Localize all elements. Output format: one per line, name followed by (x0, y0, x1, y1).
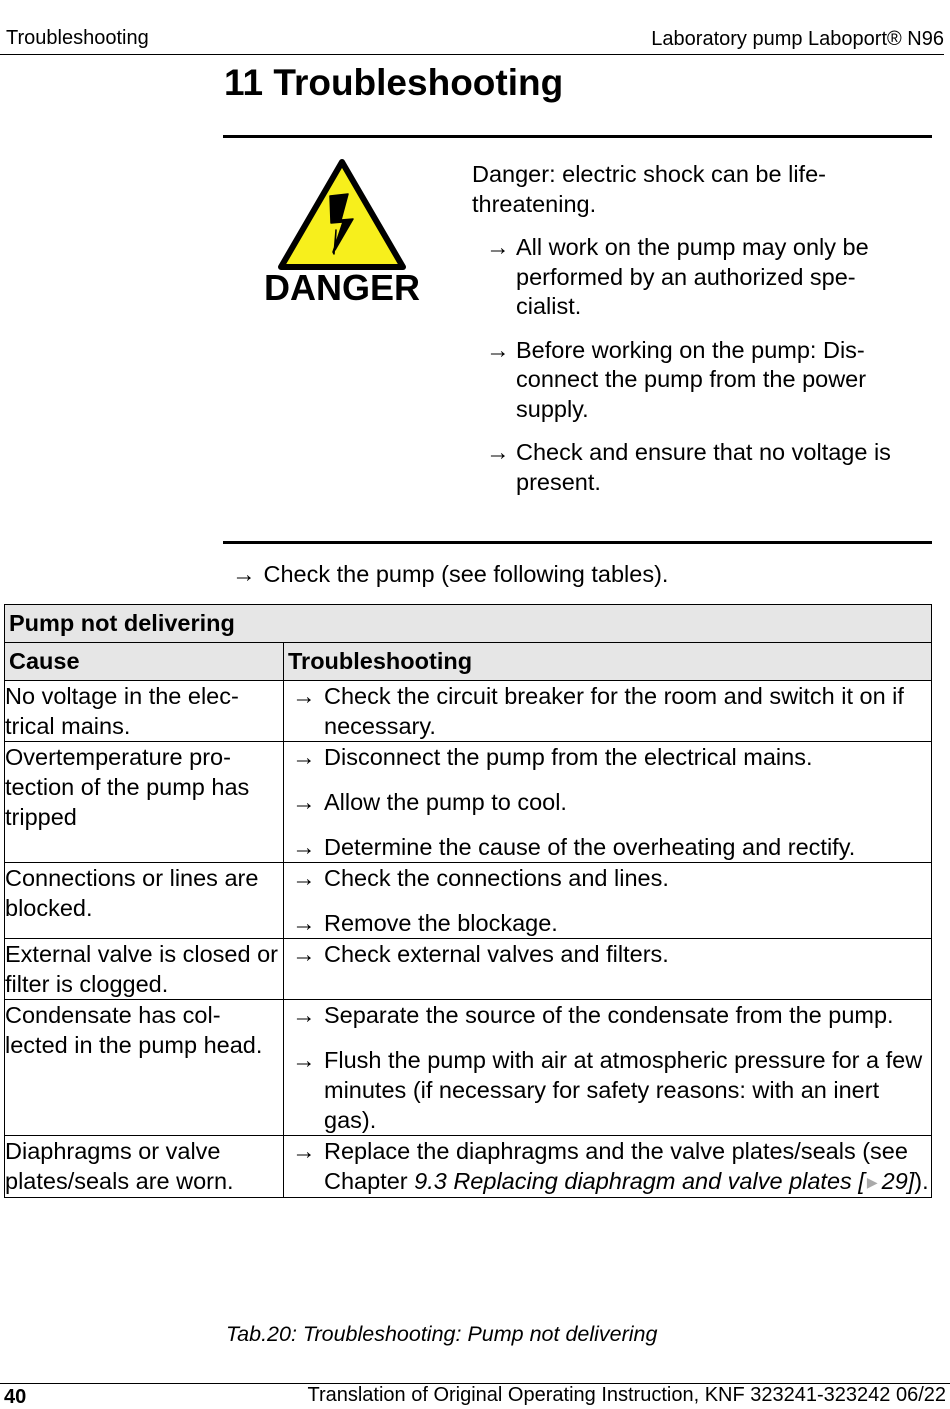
page-ref-triangle-icon: ▶ (866, 1174, 878, 1190)
remedy-text: Allow the pump to cool. (324, 789, 567, 815)
remedy-text: Disconnect the pump from the electrical mains. (324, 744, 813, 770)
header-rule (0, 54, 944, 55)
table-caption: Tab.20: Troubleshooting: Pump not delivering (226, 1322, 658, 1346)
check-instruction-text: Check the pump (see following tables). (263, 561, 669, 587)
troubleshooting-cell (284, 681, 932, 742)
arrow-icon: → (486, 234, 510, 260)
arrow-icon: → (292, 910, 316, 936)
cause-cell: External valve is closed or filter is clogged. (5, 939, 284, 1000)
danger-instruction (472, 233, 912, 322)
troubleshooting-cell (284, 1136, 932, 1198)
troubleshooting-cell (284, 863, 932, 939)
arrow-icon: → (232, 561, 256, 587)
footer-document-info: Translation of Original Operating Instruction, KNF 323241-323242 06/22 (307, 1384, 946, 1406)
remedy-item (284, 1045, 931, 1135)
arrow-icon: → (292, 744, 316, 770)
remedy-text: Flush the pump with air at atmospheric pressure for a few minutes (if necessary for safety reasons: with an inert gas). (324, 1047, 923, 1133)
column-header-cause: Cause (5, 643, 284, 681)
remedy-text: Check the connections and lines. (324, 865, 669, 891)
danger-instruction (472, 438, 912, 497)
danger-box-bottom-rule (223, 541, 932, 544)
arrow-icon: → (292, 865, 316, 891)
header-section: Troubleshooting (6, 27, 149, 49)
remedy-item (284, 863, 931, 893)
remedy-text: Determine the cause of the overheating and rectify. (324, 834, 856, 860)
cause-cell: No voltage in the elec-trical mains. (5, 681, 284, 742)
cross-reference-page[interactable]: 29] (881, 1168, 915, 1194)
column-header-troubleshooting: Troubleshooting (284, 643, 932, 681)
remedy-item (284, 939, 931, 969)
electric-shock-warning-icon (276, 158, 408, 272)
cross-reference-link[interactable]: 9.3 Replacing diaphragm and valve plates [ (414, 1168, 865, 1194)
remedy-item (284, 742, 931, 772)
arrow-icon: → (292, 789, 316, 815)
danger-lead: Danger: electric shock can be life-threatening. (472, 161, 826, 217)
table-row (5, 939, 932, 1000)
header-product: Laboratory pump Laboport® N96 (651, 28, 944, 50)
remedy-text-end: ). (914, 1168, 929, 1194)
cause-cell: Diaphragms or valve plates/seals are worn. (5, 1136, 284, 1198)
cause-cell: Condensate has col-lected in the pump head. (5, 1000, 284, 1136)
troubleshooting-table (4, 604, 932, 1198)
remedy-text: Replace the diaphragms and the valve plates/seals (see Chapter (324, 1138, 908, 1194)
table-row (5, 1136, 932, 1198)
table-row (5, 681, 932, 742)
cause-cell: Connections or lines are blocked. (5, 863, 284, 939)
arrow-icon: → (292, 834, 316, 860)
chapter-title: 11 Troubleshooting (224, 62, 564, 103)
remedy-item (284, 908, 931, 938)
arrow-icon: → (486, 336, 510, 363)
page-number: 40 (4, 1386, 27, 1408)
arrow-icon: → (486, 439, 510, 465)
arrow-icon: → (292, 683, 316, 709)
cause-cell: Overtemperature pro-tection of the pump has tripped (5, 742, 284, 863)
table-row (5, 742, 932, 863)
remedy-text: Check the circuit breaker for the room and switch it on if necessary. (324, 683, 904, 739)
troubleshooting-cell (284, 1000, 932, 1136)
table-row (5, 1000, 932, 1136)
remedy-item (284, 1000, 931, 1030)
danger-box-top-rule (223, 135, 932, 138)
danger-instruction-text: Check and ensure that no voltage is present. (516, 439, 891, 495)
arrow-icon: → (292, 941, 316, 967)
remedy-item (284, 681, 931, 741)
remedy-item (284, 1136, 931, 1197)
table-title: Pump not delivering (5, 605, 932, 643)
troubleshooting-cell (284, 742, 932, 863)
danger-message (472, 160, 912, 511)
arrow-icon: → (292, 1138, 316, 1164)
remedy-text: Separate the source of the condensate from the pump. (324, 1002, 894, 1028)
danger-label: DANGER (264, 267, 421, 308)
danger-instruction-text: Before working on the pump: Dis-connect the pump from the power supply. (516, 336, 867, 422)
danger-instruction (472, 336, 912, 425)
arrow-icon: → (292, 1047, 316, 1073)
arrow-icon: → (292, 1002, 316, 1028)
table-row (5, 863, 932, 939)
remedy-item (284, 832, 931, 862)
troubleshooting-cell (284, 939, 932, 1000)
remedy-text: Check external valves and filters. (324, 941, 669, 967)
remedy-text: Remove the blockage. (324, 910, 558, 936)
danger-instruction-text: All work on the pump may only be performed by an authorized spe-cialist. (516, 234, 869, 319)
check-instruction (232, 561, 668, 588)
remedy-item (284, 787, 931, 817)
